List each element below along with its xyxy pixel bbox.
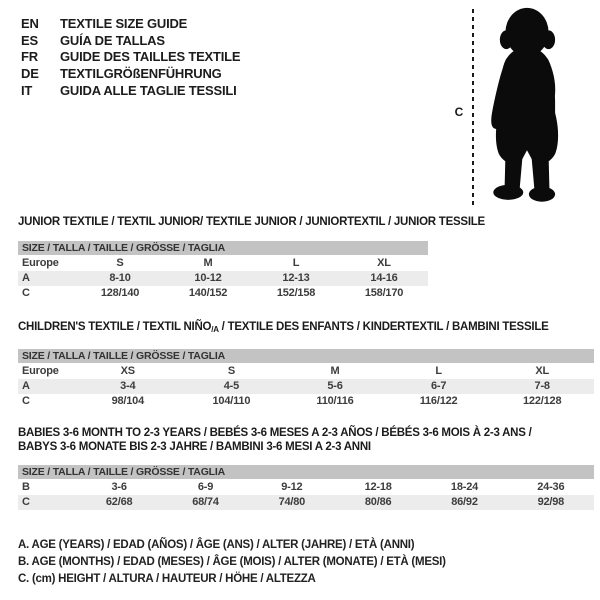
table-cell: 140/152	[188, 287, 228, 299]
row-label: C	[22, 496, 30, 508]
table-row-europe	[18, 256, 428, 271]
table-cell: L	[292, 257, 300, 269]
table-cell: 12-18	[364, 481, 392, 493]
lang-title: GUIDA ALLE TAGLIE TESSILI	[60, 83, 237, 99]
table-cell: 128/140	[100, 287, 140, 299]
table-cell: 80/86	[364, 496, 392, 508]
table-row-age-months	[18, 480, 594, 495]
babies-size-table	[18, 465, 594, 510]
table-cell: 24-36	[537, 481, 565, 493]
table-cell: 104/110	[212, 395, 251, 407]
table-cell: 9-12	[281, 481, 303, 493]
row-label: C	[22, 395, 30, 407]
title-subscript: /A	[211, 325, 219, 334]
table-row-age-years	[18, 379, 594, 394]
table-row-height	[18, 495, 594, 510]
lang-title: GUIDE DES TAILLES TEXTILE	[60, 49, 241, 65]
row-label: Europe	[22, 365, 59, 377]
table-cell: 18-24	[450, 481, 479, 493]
children-textile-section	[18, 320, 594, 409]
babies-textile-section	[18, 426, 594, 510]
table-cell: L	[435, 365, 442, 377]
lang-code: FR	[21, 49, 38, 65]
table-cell: S	[116, 257, 124, 269]
table-cell: 5-6	[327, 380, 343, 392]
size-header-bar: SIZE / TALLA / TAILLE / GRÖSSE / TAGLIA	[18, 349, 594, 363]
table-cell: XL	[535, 365, 550, 377]
table-cell: 98/104	[111, 395, 145, 407]
lang-code: ES	[21, 32, 38, 48]
row-label: C	[22, 287, 30, 299]
table-cell: S	[227, 365, 235, 377]
table-cell: 68/74	[192, 496, 219, 508]
height-measure-dashed-line	[472, 9, 474, 206]
table-cell: 86/92	[451, 496, 478, 508]
lang-title: TEXTILE SIZE GUIDE	[60, 15, 188, 31]
children-table-title	[18, 320, 594, 337]
lang-code: DE	[21, 66, 39, 82]
lang-title: GUÍA DE TALLAS	[60, 32, 165, 48]
table-cell: XS	[120, 365, 135, 377]
row-label: A	[22, 380, 30, 392]
size-header-bar: SIZE / TALLA / TAILLE / GRÖSSE / TAGLIA	[18, 465, 594, 479]
note-age-years: A. AGE (YEARS) / EDAD (AÑOS) / ÂGE (ANS) / ALTER (JAHRE) / ETÀ (ANNI)	[18, 539, 415, 551]
junior-size-table	[18, 241, 428, 301]
note-height-cm: C. (cm) HEIGHT / ALTURA / HAUTEUR / HÖHE / ALTEZZA	[18, 573, 316, 585]
table-cell: 7-8	[534, 380, 550, 392]
table-cell: XL	[377, 257, 391, 269]
babies-table-title-line2: BABYS 3-6 MONATE BIS 2-3 JAHRE / BAMBINI 3-6 MESI A 2-3 ANNI	[18, 441, 371, 453]
title-part: CHILDREN'S TEXTILE / TEXTIL NIÑO	[18, 321, 212, 333]
table-cell: 4-5	[223, 380, 240, 392]
table-cell: 6-9	[197, 481, 214, 493]
table-cell: 62/68	[105, 496, 133, 508]
junior-textile-section	[18, 215, 485, 301]
table-cell: 158/170	[364, 287, 404, 299]
table-cell: 3-6	[111, 481, 127, 493]
table-cell: M	[203, 257, 213, 269]
table-cell: 152/158	[276, 287, 316, 299]
table-row-height	[18, 394, 594, 409]
row-label: A	[22, 272, 30, 284]
height-measure-label: C	[454, 105, 464, 119]
row-label: B	[22, 481, 30, 493]
table-cell: 74/80	[278, 496, 306, 508]
table-row-europe	[18, 364, 594, 379]
table-row-age-years	[18, 271, 428, 286]
table-cell: 6-7	[430, 380, 447, 392]
title-part: / TEXTILE DES ENFANTS / KINDERTEXTIL / BAMBINI TESSILE	[218, 321, 549, 333]
table-cell: 122/128	[523, 395, 562, 407]
children-size-table	[18, 349, 594, 409]
footnotes	[18, 537, 446, 588]
table-cell: 14-16	[370, 272, 398, 284]
lang-code: IT	[21, 83, 33, 99]
table-cell: 12-13	[282, 272, 310, 284]
lang-title: TEXTILGRÖßENFÜHRUNG	[60, 66, 222, 82]
lang-row-it	[21, 82, 240, 99]
lang-row-fr	[21, 49, 240, 66]
table-cell: 10-12	[194, 272, 222, 284]
row-label: Europe	[22, 257, 59, 269]
baby-silhouette-icon	[479, 6, 575, 212]
lang-code: EN	[21, 15, 39, 31]
language-header	[21, 15, 240, 99]
table-cell: 110/116	[316, 395, 354, 407]
table-cell: M	[330, 365, 340, 377]
lang-row-es	[21, 32, 240, 49]
junior-table-title: JUNIOR TEXTILE / TEXTIL JUNIOR/ TEXTILE JUNIOR / JUNIORTEXTIL / JUNIOR TESSILE	[18, 216, 485, 228]
table-cell: 116/122	[419, 395, 458, 407]
lang-row-en	[21, 15, 240, 32]
table-cell: 8-10	[109, 272, 131, 284]
note-age-months: B. AGE (MONTHS) / EDAD (MESES) / ÂGE (MOIS) / ALTER (MONATE) / ETÀ (MESI)	[18, 556, 446, 568]
size-header-bar: SIZE / TALLA / TAILLE / GRÖSSE / TAGLIA	[18, 241, 428, 255]
lang-row-de	[21, 65, 240, 82]
table-cell: 92/98	[537, 496, 565, 508]
table-row-height	[18, 286, 428, 301]
babies-table-title-line1: BABIES 3-6 MONTH TO 2-3 YEARS / BEBÉS 3-6 MESES A 2-3 AÑOS / BÉBÉS 3-6 MOIS À 2-3 ANS /	[18, 427, 532, 439]
table-cell: 3-4	[120, 380, 136, 392]
